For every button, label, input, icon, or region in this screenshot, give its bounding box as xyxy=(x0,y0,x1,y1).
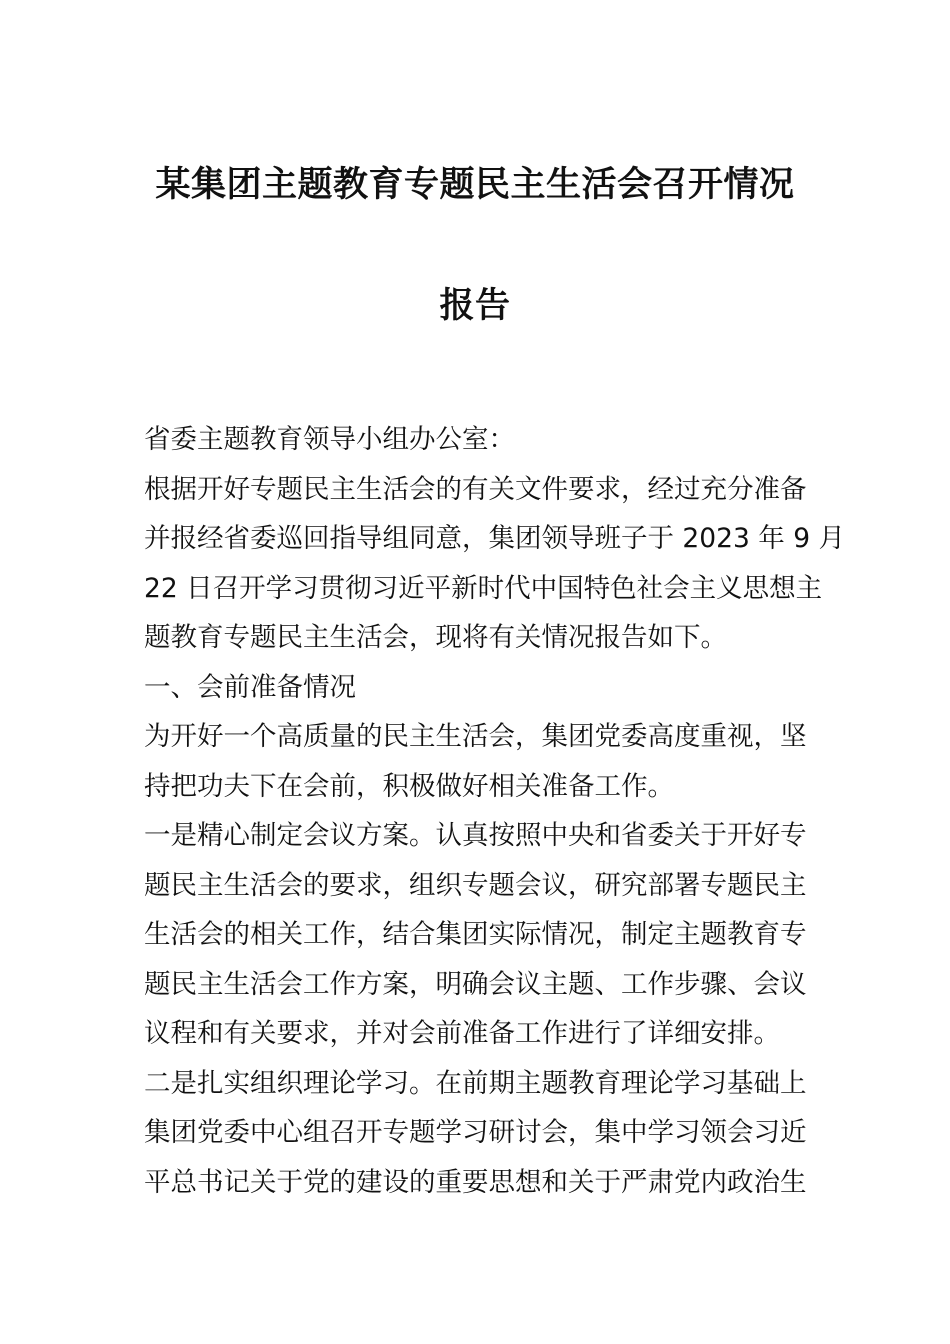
section-heading: 一、会前准备情况 xyxy=(144,671,356,703)
body-line: 为开好一个高质量的民主生活会，集团党委高度重视，坚 xyxy=(144,721,807,752)
body-line: 议程和有关要求，并对会前准备工作进行了详细安排。 xyxy=(144,1018,780,1049)
body-line: 一是精心制定会议方案。认真按照中央和省委关于开好专 xyxy=(144,820,807,851)
document-body xyxy=(144,415,845,1207)
body-line: 题民主生活会的要求，组织专题会议，研究部署专题民主 xyxy=(144,869,807,901)
body-line: 平总书记关于党的建设的重要思想和关于严肃党内政治生 xyxy=(144,1166,807,1198)
body-line: 题教育专题民主生活会，现将有关情况报告如下。 xyxy=(144,622,727,653)
body-line: 根据开好专题民主生活会的有关文件要求，经过充分准备 xyxy=(144,473,807,505)
document-title-line-2: 报告 xyxy=(439,286,511,326)
addressee-line: 省委主题教育领导小组办公室： xyxy=(144,424,515,455)
body-line: 生活会的相关工作，结合集团实际情况，制定主题教育专 xyxy=(144,919,807,950)
body-line: 题民主生活会工作方案，明确会议主题、工作步骤、会议 xyxy=(144,968,807,1000)
body-line: 22 日召开学习贯彻习近平新时代中国特色社会主义思想主 xyxy=(144,572,823,604)
document-title-line-1: 某集团主题教育专题民主生活会召开情况 xyxy=(155,165,795,205)
body-line: 持把功夫下在会前，积极做好相关准备工作。 xyxy=(144,770,674,802)
body-line: 二是扎实组织理论学习。在前期主题教育理论学习基础上 xyxy=(144,1067,807,1099)
body-line: 集团党委中心组召开专题学习研讨会，集中学习领会习近 xyxy=(144,1117,807,1148)
body-line: 并报经省委巡回指导组同意，集团领导班子于 2023 年 9 月 xyxy=(144,523,845,554)
